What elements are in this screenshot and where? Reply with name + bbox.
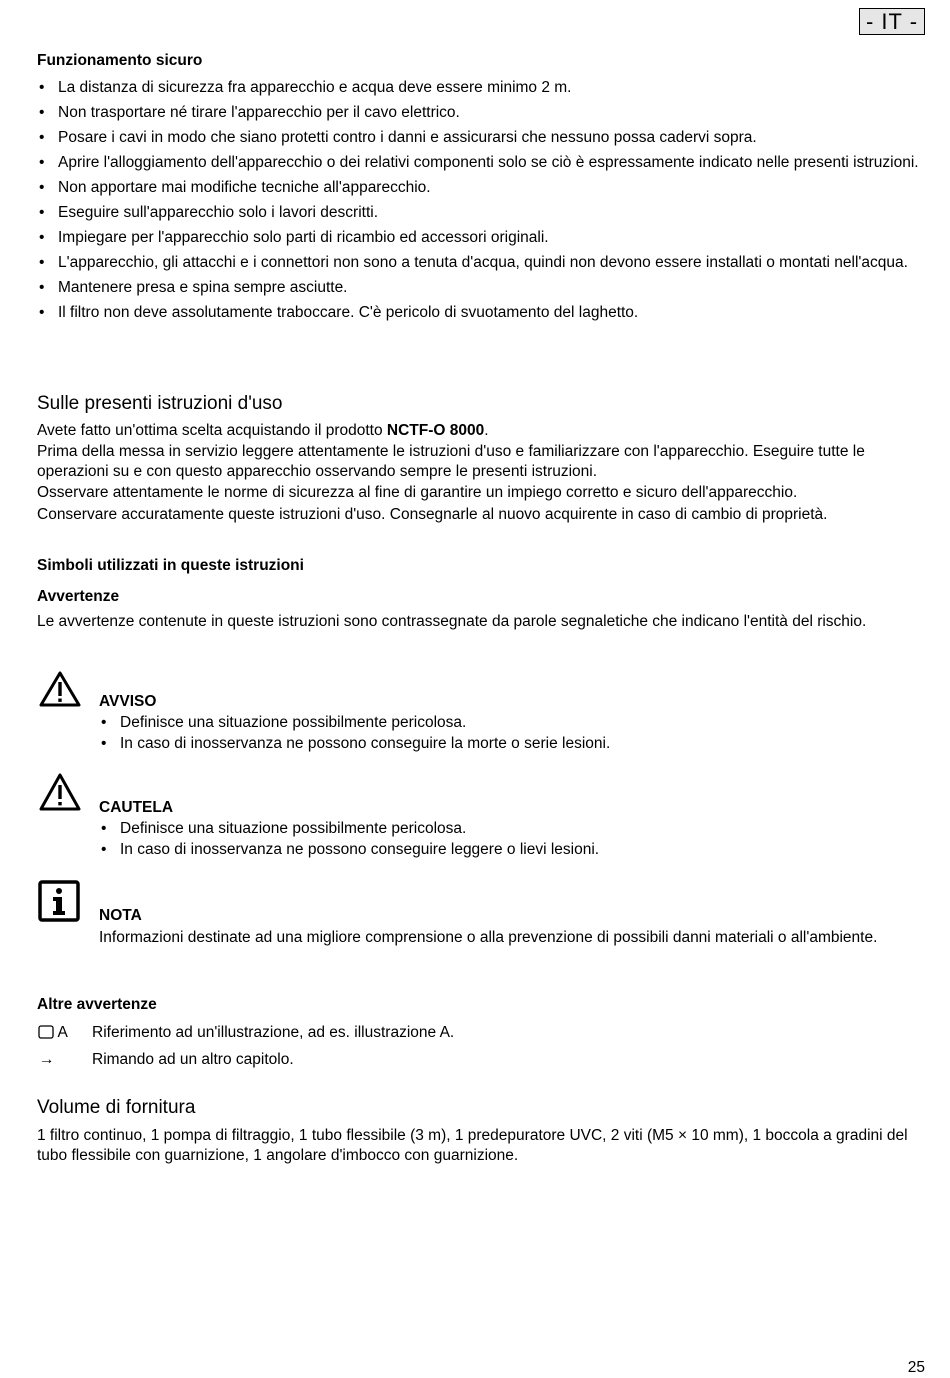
safety-heading: Funzionamento sicuro bbox=[37, 52, 203, 69]
list-item: • In caso di inosservanza ne possono conseguire leggere o lievi lesioni. bbox=[101, 841, 600, 858]
product-name: NCTF-O 8000 bbox=[386, 422, 485, 439]
avviso-label: AVVISO bbox=[99, 693, 157, 710]
warnings-text: Le avvertenze contenute in queste istruzioni sono contrassegnate da parole segnaletiche che indicano l'entità del rischio. bbox=[37, 613, 867, 630]
list-item: • Posare i cavi in modo che siano protetti contro i danni e assicurarsi che nessuno possa cadervi sopra. bbox=[39, 129, 757, 146]
warning-triangle-icon bbox=[38, 772, 82, 818]
info-icon bbox=[38, 880, 80, 928]
list-item: • Non apportare mai modifiche tecniche all'apparecchio. bbox=[39, 179, 431, 196]
cautela-label: CAUTELA bbox=[99, 799, 174, 816]
figure-reference-row bbox=[37, 1023, 926, 1045]
scope-heading: Volume di fornitura bbox=[37, 1097, 196, 1118]
figure-reference-text: Riferimento ad un'illustrazione, ad es. illustrazione A. bbox=[92, 1024, 455, 1041]
chapter-reference-row bbox=[37, 1050, 926, 1072]
list-item: • Eseguire sull'apparecchio solo i lavori descritti. bbox=[39, 204, 378, 221]
warnings-subheading: Avvertenze bbox=[37, 588, 120, 605]
warning-triangle-icon bbox=[38, 670, 82, 714]
other-warnings-heading: Altre avvertenze bbox=[37, 996, 157, 1013]
safety-list bbox=[37, 78, 926, 328]
instructions-text bbox=[37, 421, 926, 525]
page-number: 25 bbox=[907, 1359, 925, 1376]
paragraph: Conservare accuratamente queste istruzioni d'uso. Consegnarle al nuovo acquirente in caso di cambio di proprietà. bbox=[37, 506, 828, 523]
intro-paragraph: Avete fatto un'ottima scelta acquistando il prodotto NCTF-O 8000. bbox=[37, 422, 489, 439]
paragraph: Prima della messa in servizio leggere attentamente le istruzioni d'uso e familiarizzare con l'apparecchio. Eseguire tutte le operazioni su e con questo apparecchio osservando sempre le presenti istruzioni. bbox=[37, 443, 865, 480]
list-item: • La distanza di sicurezza fra apparecchio e acqua deve essere minimo 2 m. bbox=[39, 79, 572, 96]
scope-text: 1 filtro continuo, 1 pompa di filtraggio, 1 tubo flessibile (3 m), 1 predepuratore UVC, 2 viti (M5 × 10 mm), 1 boccola a gradini del tubo flessibile con guarnizione, 1 angolare d'imbocco con guarnizione. bbox=[37, 1127, 908, 1164]
nota-label: NOTA bbox=[99, 907, 142, 924]
list-item: • Il filtro non deve assolutamente traboccare. C'è pericolo di svuotamento del laghetto. bbox=[39, 304, 639, 321]
list-item: • Definisce una situazione possibilmente pericolosa. bbox=[101, 714, 467, 731]
list-item: • Definisce una situazione possibilmente pericolosa. bbox=[101, 820, 467, 837]
list-item: • In caso di inosservanza ne possono conseguire la morte o serie lesioni. bbox=[101, 735, 611, 752]
notice-nota bbox=[37, 880, 926, 970]
paragraph: Osservare attentamente le norme di sicurezza al fine di garantire un impiego corretto e sicuro dell'apparecchio. bbox=[37, 484, 798, 501]
list-item: • Mantenere presa e spina sempre asciutte. bbox=[39, 279, 348, 296]
chapter-reference-text: Rimando ad un altro capitolo. bbox=[92, 1051, 294, 1068]
notice-cautela bbox=[37, 772, 926, 862]
figure-reference-icon: A bbox=[38, 1023, 68, 1043]
arrow-right-icon: → bbox=[39, 1051, 55, 1068]
instructions-heading: Sulle presenti istruzioni d'uso bbox=[37, 393, 283, 414]
language-badge: - IT - bbox=[859, 8, 925, 35]
nota-text: Informazioni destinate ad una migliore comprensione o alla prevenzione di possibili danni materiali o all'ambiente. bbox=[99, 929, 878, 946]
list-item: • Impiegare per l'apparecchio solo parti di ricambio ed accessori originali. bbox=[39, 229, 549, 246]
symbols-heading: Simboli utilizzati in queste istruzioni bbox=[37, 557, 304, 574]
list-item: • L'apparecchio, gli attacchi e i connettori non sono a tenuta d'acqua, quindi non devono essere installati o montati nell'acqua. bbox=[39, 254, 908, 271]
notice-avviso bbox=[37, 670, 926, 760]
list-item: • Non trasportare né tirare l'apparecchio per il cavo elettrico. bbox=[39, 104, 460, 121]
list-item: • Aprire l'alloggiamento dell'apparecchio o dei relativi componenti solo se ciò è espressamente indicato nelle presenti istruzioni. bbox=[39, 154, 919, 171]
